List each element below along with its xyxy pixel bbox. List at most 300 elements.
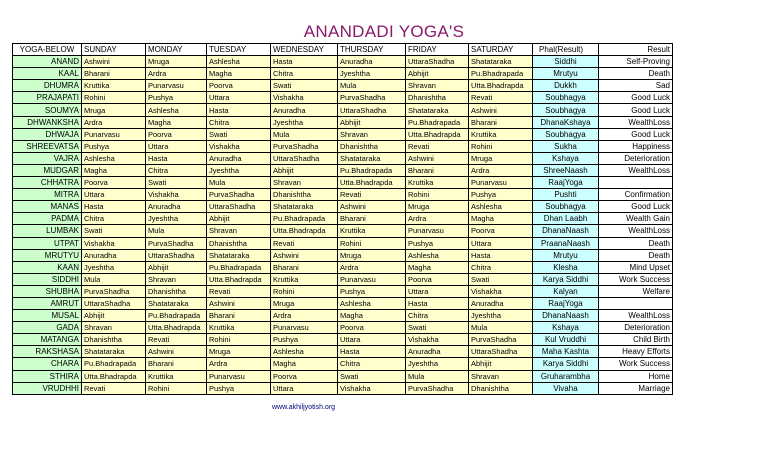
- nakshatra-cell: Mula: [207, 177, 271, 189]
- column-header-friday: FRIDAY: [406, 44, 469, 56]
- phal-cell: RaajYoga: [533, 177, 599, 189]
- nakshatra-cell: Swati: [406, 322, 469, 334]
- nakshatra-cell: UttaraShadha: [406, 56, 469, 68]
- nakshatra-cell: Ashwini: [207, 297, 271, 309]
- nakshatra-cell: Uttara: [146, 140, 207, 152]
- nakshatra-cell: Uttara: [82, 189, 146, 201]
- nakshatra-cell: Swati: [338, 370, 406, 382]
- result-cell: Deterioration: [599, 322, 673, 334]
- nakshatra-cell: Punarvasu: [146, 80, 207, 92]
- nakshatra-cell: Pushya: [271, 334, 338, 346]
- nakshatra-cell: Ashlesha: [406, 249, 469, 261]
- phal-cell: Soubhagya: [533, 201, 599, 213]
- nakshatra-cell: Revati: [82, 382, 146, 394]
- nakshatra-cell: Pu.Bhadrapada: [406, 116, 469, 128]
- phal-cell: Dukkh: [533, 80, 599, 92]
- nakshatra-cell: Ashwini: [406, 152, 469, 164]
- phal-cell: Kalyan: [533, 285, 599, 297]
- nakshatra-cell: Poorva: [406, 273, 469, 285]
- nakshatra-cell: Shravan: [146, 273, 207, 285]
- nakshatra-cell: Anuradha: [82, 249, 146, 261]
- phal-cell: Maha Kashta: [533, 346, 599, 358]
- nakshatra-cell: Mruga: [207, 346, 271, 358]
- nakshatra-cell: Mruga: [146, 56, 207, 68]
- nakshatra-cell: Shatataraka: [82, 346, 146, 358]
- nakshatra-cell: Ashwini: [146, 346, 207, 358]
- nakshatra-cell: Rohini: [406, 189, 469, 201]
- table-row: [13, 237, 673, 249]
- result-cell: Heavy Efforts: [599, 346, 673, 358]
- nakshatra-cell: Jyeshtha: [271, 116, 338, 128]
- nakshatra-cell: Swati: [82, 225, 146, 237]
- nakshatra-cell: Magha: [406, 261, 469, 273]
- nakshatra-cell: Dhanishtha: [271, 189, 338, 201]
- nakshatra-cell: Shatataraka: [338, 152, 406, 164]
- nakshatra-cell: Rohini: [271, 285, 338, 297]
- result-cell: Death: [599, 68, 673, 80]
- nakshatra-cell: Ashwini: [469, 104, 533, 116]
- yoga-name-cell: SHUBHA: [13, 285, 82, 297]
- table-row: [13, 68, 673, 80]
- result-cell: Child Birth: [599, 334, 673, 346]
- nakshatra-cell: Poorva: [338, 322, 406, 334]
- table-row: [13, 80, 673, 92]
- nakshatra-cell: Dhanishtha: [406, 92, 469, 104]
- nakshatra-cell: Utta.Bhadrapda: [82, 370, 146, 382]
- nakshatra-cell: PurvaShadha: [82, 285, 146, 297]
- nakshatra-cell: Chitra: [82, 213, 146, 225]
- yoga-name-cell: RAKSHASA: [13, 346, 82, 358]
- table-row: [13, 164, 673, 176]
- page-title: ANANDADI YOGA'S: [303, 22, 465, 41]
- nakshatra-cell: Vishakha: [469, 285, 533, 297]
- nakshatra-cell: Mula: [406, 370, 469, 382]
- nakshatra-cell: Utta.Bhadrapda: [271, 225, 338, 237]
- nakshatra-cell: Abhijit: [146, 261, 207, 273]
- nakshatra-cell: Kruttika: [207, 322, 271, 334]
- yoga-name-cell: KAAL: [13, 68, 82, 80]
- result-cell: Deterioration: [599, 152, 673, 164]
- nakshatra-cell: Ashlesha: [338, 297, 406, 309]
- phal-cell: Kshaya: [533, 322, 599, 334]
- yoga-name-cell: MUDGAR: [13, 164, 82, 176]
- nakshatra-cell: Shatataraka: [469, 56, 533, 68]
- nakshatra-cell: PurvaShadha: [406, 382, 469, 394]
- nakshatra-cell: Magha: [338, 310, 406, 322]
- nakshatra-cell: Bharani: [338, 213, 406, 225]
- table-row: [13, 140, 673, 152]
- table-row: [13, 249, 673, 261]
- nakshatra-cell: Pushya: [406, 237, 469, 249]
- nakshatra-cell: Vishakha: [338, 382, 406, 394]
- nakshatra-cell: Poorva: [207, 80, 271, 92]
- nakshatra-cell: Pushya: [146, 92, 207, 104]
- nakshatra-cell: Ashlesha: [271, 346, 338, 358]
- phal-cell: Soubhagya: [533, 104, 599, 116]
- phal-cell: Mrutyu: [533, 249, 599, 261]
- nakshatra-cell: Swati: [469, 273, 533, 285]
- nakshatra-cell: Revati: [469, 92, 533, 104]
- phal-cell: Karya Siddhi: [533, 358, 599, 370]
- nakshatra-cell: PurvaShadha: [207, 189, 271, 201]
- table-row: [13, 116, 673, 128]
- nakshatra-cell: Abhijit: [207, 213, 271, 225]
- table-row: [13, 261, 673, 273]
- table-row: [13, 201, 673, 213]
- nakshatra-cell: Bharani: [406, 164, 469, 176]
- nakshatra-cell: Pu.Bhadrapada: [146, 310, 207, 322]
- yoga-name-cell: DHWANKSHA: [13, 116, 82, 128]
- nakshatra-cell: Hasta: [207, 104, 271, 116]
- nakshatra-cell: Utta.Bhadrapda: [338, 177, 406, 189]
- nakshatra-cell: Dhanishtha: [338, 140, 406, 152]
- phal-cell: DhanaKshaya: [533, 116, 599, 128]
- nakshatra-cell: UttaraShadha: [82, 297, 146, 309]
- yoga-name-cell: MANAS: [13, 201, 82, 213]
- nakshatra-cell: Revati: [338, 189, 406, 201]
- nakshatra-cell: Punarvasu: [406, 225, 469, 237]
- nakshatra-cell: Shatataraka: [146, 297, 207, 309]
- nakshatra-cell: Anuradha: [406, 346, 469, 358]
- nakshatra-cell: Rohini: [469, 140, 533, 152]
- nakshatra-cell: Chitra: [469, 261, 533, 273]
- column-header-yoga: YOGA-BELOW: [13, 44, 82, 56]
- nakshatra-cell: Ardra: [207, 358, 271, 370]
- column-header-result: Result: [599, 44, 673, 56]
- table-row: [13, 382, 673, 394]
- nakshatra-cell: Uttara: [271, 382, 338, 394]
- nakshatra-cell: Punarvasu: [82, 128, 146, 140]
- nakshatra-cell: PurvaShadha: [271, 140, 338, 152]
- nakshatra-cell: Abhijit: [469, 358, 533, 370]
- phal-cell: Vivaha: [533, 382, 599, 394]
- table-row: [13, 225, 673, 237]
- nakshatra-cell: UttaraShadha: [338, 104, 406, 116]
- nakshatra-cell: Utta.Bhadrapda: [207, 273, 271, 285]
- nakshatra-cell: Ardra: [146, 68, 207, 80]
- table-row: [13, 128, 673, 140]
- nakshatra-cell: Revati: [207, 285, 271, 297]
- table-row: [13, 358, 673, 370]
- yoga-name-cell: PRAJAPATI: [13, 92, 82, 104]
- table-row: [13, 177, 673, 189]
- nakshatra-cell: Uttara: [338, 334, 406, 346]
- result-cell: Work Success: [599, 273, 673, 285]
- phal-cell: DhanaNaash: [533, 225, 599, 237]
- column-header-phal: Phal(Result): [533, 44, 599, 56]
- result-cell: Confirmation: [599, 189, 673, 201]
- nakshatra-cell: Mruga: [469, 152, 533, 164]
- nakshatra-cell: Ashlesha: [469, 201, 533, 213]
- phal-cell: ShreeNaash: [533, 164, 599, 176]
- nakshatra-cell: Rohini: [82, 92, 146, 104]
- nakshatra-cell: Ashlesha: [207, 56, 271, 68]
- result-cell: Good Luck: [599, 201, 673, 213]
- yoga-name-cell: CHHATRA: [13, 177, 82, 189]
- nakshatra-cell: Chitra: [207, 116, 271, 128]
- nakshatra-cell: UttaraShadha: [469, 346, 533, 358]
- table-body: [13, 56, 673, 395]
- result-cell: Death: [599, 237, 673, 249]
- nakshatra-cell: Magha: [207, 68, 271, 80]
- nakshatra-cell: PurvaShadha: [146, 237, 207, 249]
- nakshatra-cell: Chitra: [271, 68, 338, 80]
- nakshatra-cell: UttaraShadha: [271, 152, 338, 164]
- nakshatra-cell: Jyeshtha: [82, 261, 146, 273]
- yoga-name-cell: SOUMYA: [13, 104, 82, 116]
- nakshatra-cell: Pushya: [338, 285, 406, 297]
- nakshatra-cell: Kruttika: [146, 370, 207, 382]
- result-cell: WealthLoss: [599, 164, 673, 176]
- nakshatra-cell: Chitra: [406, 310, 469, 322]
- nakshatra-cell: Shravan: [406, 80, 469, 92]
- table-row: [13, 285, 673, 297]
- nakshatra-cell: Abhijit: [406, 68, 469, 80]
- phal-cell: Kshaya: [533, 152, 599, 164]
- table-row: [13, 152, 673, 164]
- result-cell: [599, 177, 673, 189]
- nakshatra-cell: Dhanishtha: [82, 334, 146, 346]
- result-cell: Marriage: [599, 382, 673, 394]
- table-row: [13, 92, 673, 104]
- nakshatra-cell: Ardra: [82, 116, 146, 128]
- nakshatra-cell: Vishakha: [406, 334, 469, 346]
- nakshatra-cell: Jyeshtha: [207, 164, 271, 176]
- nakshatra-cell: Anuradha: [469, 297, 533, 309]
- phal-cell: Soubhagya: [533, 92, 599, 104]
- nakshatra-cell: Swati: [207, 128, 271, 140]
- nakshatra-cell: Hasta: [406, 297, 469, 309]
- nakshatra-cell: Mruga: [338, 249, 406, 261]
- nakshatra-cell: UttaraShadha: [207, 201, 271, 213]
- result-cell: Home: [599, 370, 673, 382]
- table-header-row: [13, 44, 673, 56]
- result-cell: Happiness: [599, 140, 673, 152]
- nakshatra-cell: Shravan: [82, 322, 146, 334]
- nakshatra-cell: Ardra: [271, 310, 338, 322]
- phal-cell: Dhan Laabh: [533, 213, 599, 225]
- result-cell: WealthLoss: [599, 225, 673, 237]
- nakshatra-cell: Pu.Bhadrapada: [82, 358, 146, 370]
- nakshatra-cell: Kruttika: [271, 273, 338, 285]
- nakshatra-cell: Utta.Bhadrapda: [406, 128, 469, 140]
- phal-cell: Sukha: [533, 140, 599, 152]
- nakshatra-cell: Poorva: [271, 370, 338, 382]
- nakshatra-cell: Bharani: [271, 261, 338, 273]
- yoga-name-cell: ANAND: [13, 56, 82, 68]
- nakshatra-cell: Abhijit: [271, 164, 338, 176]
- result-cell: WealthLoss: [599, 310, 673, 322]
- phal-cell: Siddhi: [533, 56, 599, 68]
- nakshatra-cell: Pu.Bhadrapada: [338, 164, 406, 176]
- nakshatra-cell: Bharani: [146, 358, 207, 370]
- nakshatra-cell: Rohini: [338, 237, 406, 249]
- phal-cell: Karya Siddhi: [533, 273, 599, 285]
- nakshatra-cell: Ardra: [338, 261, 406, 273]
- nakshatra-cell: Poorva: [146, 128, 207, 140]
- nakshatra-cell: Pu.Bhadrapada: [271, 213, 338, 225]
- nakshatra-cell: Bharani: [469, 116, 533, 128]
- nakshatra-cell: Punarvasu: [338, 273, 406, 285]
- phal-cell: RaajYoga: [533, 297, 599, 309]
- nakshatra-cell: Abhijit: [338, 116, 406, 128]
- phal-cell: Klesha: [533, 261, 599, 273]
- nakshatra-cell: Magha: [271, 358, 338, 370]
- nakshatra-cell: Revati: [406, 140, 469, 152]
- nakshatra-cell: Jyeshtha: [338, 68, 406, 80]
- yoga-table: [12, 43, 673, 395]
- phal-cell: Soubhagya: [533, 128, 599, 140]
- nakshatra-cell: Kruttika: [469, 128, 533, 140]
- result-cell: Welfare: [599, 285, 673, 297]
- column-header-sunday: SUNDAY: [82, 44, 146, 56]
- result-cell: Good Luck: [599, 128, 673, 140]
- nakshatra-cell: Anuradha: [338, 56, 406, 68]
- yoga-name-cell: DHWAJA: [13, 128, 82, 140]
- nakshatra-cell: Mula: [146, 225, 207, 237]
- nakshatra-cell: Chitra: [146, 164, 207, 176]
- nakshatra-cell: Mruga: [406, 201, 469, 213]
- nakshatra-cell: Pu.Bhadrapada: [207, 261, 271, 273]
- nakshatra-cell: Kruttika: [82, 80, 146, 92]
- nakshatra-cell: Jyeshtha: [146, 213, 207, 225]
- nakshatra-cell: Revati: [146, 334, 207, 346]
- nakshatra-cell: Hasta: [338, 346, 406, 358]
- nakshatra-cell: Bharani: [82, 68, 146, 80]
- table-row: [13, 104, 673, 116]
- nakshatra-cell: Shravan: [207, 225, 271, 237]
- nakshatra-cell: Revati: [271, 237, 338, 249]
- nakshatra-cell: Kruttika: [338, 225, 406, 237]
- table-row: [13, 56, 673, 68]
- nakshatra-cell: Ardra: [406, 213, 469, 225]
- nakshatra-cell: Punarvasu: [469, 177, 533, 189]
- nakshatra-cell: Dhanishtha: [207, 237, 271, 249]
- nakshatra-cell: Abhijit: [82, 310, 146, 322]
- nakshatra-cell: Ashlesha: [146, 104, 207, 116]
- website-link[interactable]: www.akhiljyotish.org: [272, 404, 336, 411]
- table-row: [13, 189, 673, 201]
- nakshatra-cell: Dhanishtha: [146, 285, 207, 297]
- nakshatra-cell: PurvaShadha: [469, 334, 533, 346]
- nakshatra-cell: Shatataraka: [207, 249, 271, 261]
- table-row: [13, 273, 673, 285]
- nakshatra-cell: Pushya: [207, 382, 271, 394]
- nakshatra-cell: Hasta: [146, 152, 207, 164]
- nakshatra-cell: Anuradha: [146, 201, 207, 213]
- nakshatra-cell: Ashlesha: [82, 152, 146, 164]
- yoga-name-cell: PADMA: [13, 213, 82, 225]
- nakshatra-cell: Swati: [271, 80, 338, 92]
- column-header-thursday: THURSDAY: [338, 44, 406, 56]
- nakshatra-cell: Poorva: [82, 177, 146, 189]
- nakshatra-cell: Poorva: [469, 225, 533, 237]
- nakshatra-cell: Vishakha: [207, 140, 271, 152]
- nakshatra-cell: UttaraShadha: [146, 249, 207, 261]
- nakshatra-cell: Hasta: [82, 201, 146, 213]
- nakshatra-cell: Hasta: [271, 56, 338, 68]
- nakshatra-cell: Punarvasu: [271, 322, 338, 334]
- nakshatra-cell: Rohini: [207, 334, 271, 346]
- result-cell: Sad: [599, 80, 673, 92]
- nakshatra-cell: Mula: [271, 128, 338, 140]
- nakshatra-cell: Mula: [82, 273, 146, 285]
- phal-cell: Mrutyu: [533, 68, 599, 80]
- yoga-name-cell: DHUMRA: [13, 80, 82, 92]
- nakshatra-cell: Dhanishtha: [469, 382, 533, 394]
- nakshatra-cell: Anuradha: [271, 104, 338, 116]
- nakshatra-cell: Mula: [338, 80, 406, 92]
- table-row: [13, 346, 673, 358]
- nakshatra-cell: Kruttika: [406, 177, 469, 189]
- nakshatra-cell: Shravan: [271, 177, 338, 189]
- result-cell: Death: [599, 249, 673, 261]
- phal-cell: Kul Vruddhi: [533, 334, 599, 346]
- result-cell: Good Luck: [599, 104, 673, 116]
- nakshatra-cell: Magha: [146, 116, 207, 128]
- phal-cell: Pushti: [533, 189, 599, 201]
- nakshatra-cell: Shravan: [469, 370, 533, 382]
- nakshatra-cell: Pushya: [469, 189, 533, 201]
- nakshatra-cell: Uttara: [406, 285, 469, 297]
- yoga-name-cell: KAAN: [13, 261, 82, 273]
- nakshatra-cell: Ashwini: [338, 201, 406, 213]
- nakshatra-cell: Utta.Bhadrapda: [146, 322, 207, 334]
- column-header-wednesday: WEDNESDAY: [271, 44, 338, 56]
- phal-cell: DhanaNaash: [533, 310, 599, 322]
- nakshatra-cell: Magha: [469, 213, 533, 225]
- nakshatra-cell: Swati: [146, 177, 207, 189]
- phal-cell: Gruharambha: [533, 370, 599, 382]
- yoga-name-cell: GADA: [13, 322, 82, 334]
- yoga-name-cell: SIDDHI: [13, 273, 82, 285]
- nakshatra-cell: Ashwini: [82, 56, 146, 68]
- nakshatra-cell: Magha: [82, 164, 146, 176]
- yoga-name-cell: VAJRA: [13, 152, 82, 164]
- nakshatra-cell: Shravan: [338, 128, 406, 140]
- nakshatra-cell: Hasta: [469, 249, 533, 261]
- column-header-saturday: SATURDAY: [469, 44, 533, 56]
- result-cell: [599, 297, 673, 309]
- nakshatra-cell: Chitra: [338, 358, 406, 370]
- table-row: [13, 334, 673, 346]
- nakshatra-cell: Vishakha: [82, 237, 146, 249]
- table-row: [13, 213, 673, 225]
- nakshatra-cell: Pu.Bhadrapada: [469, 68, 533, 80]
- yoga-name-cell: MUSAL: [13, 310, 82, 322]
- yoga-name-cell: CHARA: [13, 358, 82, 370]
- result-cell: Work Success: [599, 358, 673, 370]
- yoga-name-cell: AMRUT: [13, 297, 82, 309]
- column-header-monday: MONDAY: [146, 44, 207, 56]
- nakshatra-cell: Shatataraka: [406, 104, 469, 116]
- nakshatra-cell: Uttara: [207, 92, 271, 104]
- nakshatra-cell: Shatataraka: [271, 201, 338, 213]
- nakshatra-cell: Utta.Bhadrapda: [469, 80, 533, 92]
- result-cell: Good Luck: [599, 92, 673, 104]
- nakshatra-cell: Bharani: [207, 310, 271, 322]
- table-row: [13, 310, 673, 322]
- nakshatra-cell: Punarvasu: [207, 370, 271, 382]
- table-row: [13, 370, 673, 382]
- table-row: [13, 297, 673, 309]
- nakshatra-cell: Ardra: [469, 164, 533, 176]
- result-cell: Self-Proving: [599, 56, 673, 68]
- yoga-name-cell: MITRA: [13, 189, 82, 201]
- yoga-name-cell: MATANGA: [13, 334, 82, 346]
- yoga-name-cell: STHIRA: [13, 370, 82, 382]
- nakshatra-cell: Rohini: [146, 382, 207, 394]
